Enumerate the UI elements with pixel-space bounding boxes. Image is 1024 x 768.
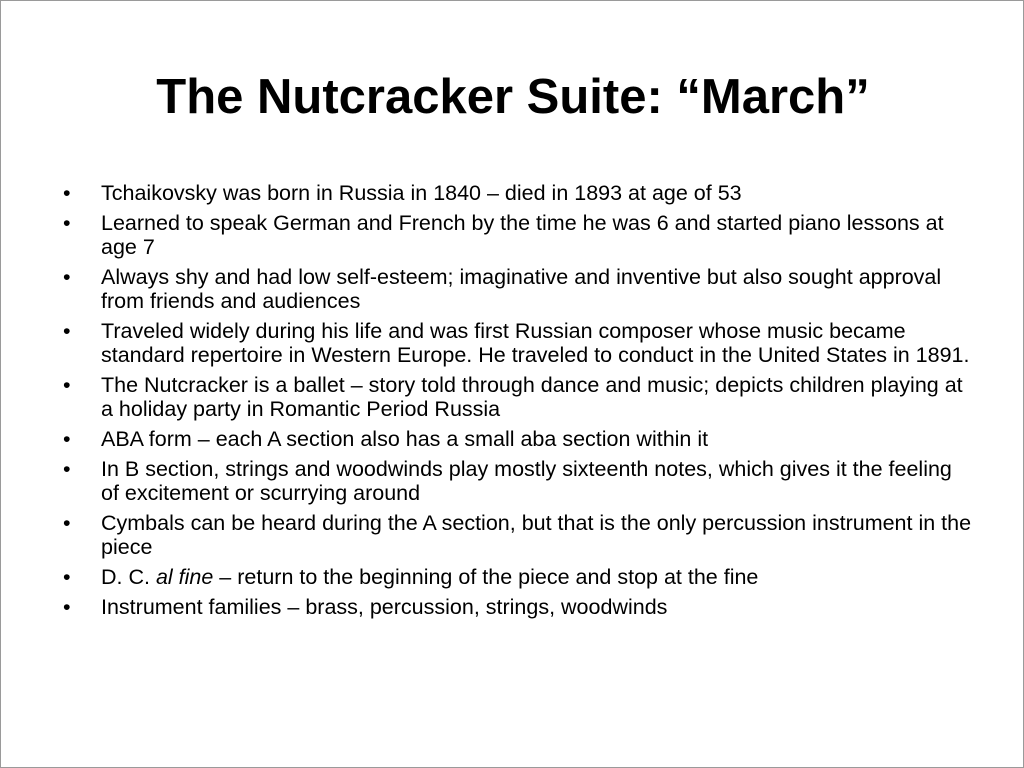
- bullet-marker: •: [63, 319, 71, 343]
- bullet-text: Cymbals can be heard during the A section, but that is the only percussion instrument in the piece: [101, 511, 972, 559]
- bullet-item-languages: [63, 211, 973, 259]
- bullet-text: Traveled widely during his life and was first Russian composer whose music became standard repertoire in Western Europe. He traveled to conduct in the United States in 1891.: [101, 319, 970, 367]
- bullet-text: Tchaikovsky was born in Russia in 1840 – died in 1893 at age of 53: [101, 181, 742, 205]
- bullet-text: Learned to speak German and French by the time he was 6 and started piano lessons at age 7: [101, 211, 944, 259]
- bullet-marker: •: [63, 427, 71, 451]
- slide-title: The Nutcracker Suite: “March”: [156, 70, 870, 124]
- bullet-text: Always shy and had low self-esteem; imaginative and inventive but also sought approval from friends and audiences: [101, 265, 942, 313]
- bullet-item-personality: [63, 265, 973, 313]
- bullet-text: ABA form – each A section also has a small aba section within it: [101, 427, 709, 451]
- bullet-item-form: [63, 427, 973, 451]
- bullet-marker: •: [63, 265, 71, 289]
- dc-italic-term: al fine: [155, 565, 214, 589]
- bullet-item-born: [63, 181, 973, 205]
- bullet-marker: •: [63, 211, 71, 235]
- bullet-marker: •: [63, 511, 71, 535]
- bullet-text: [101, 565, 758, 589]
- bullet-text: In B section, strings and woodwinds play mostly sixteenth notes, which gives it the feeling of excitement or scurrying around: [101, 457, 952, 505]
- bullet-item-b-section: [63, 457, 973, 505]
- bullet-item-dc-al-fine: [63, 565, 973, 589]
- bullet-text: The Nutcracker is a ballet – story told through dance and music; depicts children playing at a holiday party in Romantic Period Russia: [101, 373, 963, 421]
- bullet-marker: •: [63, 457, 71, 481]
- bullet-item-instruments: [63, 595, 973, 619]
- bullet-marker: •: [63, 373, 71, 397]
- dc-suffix: – return to the beginning of the piece and stop at the fine: [213, 565, 759, 589]
- bullet-item-travel: [63, 319, 973, 367]
- bullet-marker: •: [63, 595, 71, 619]
- dc-prefix: D. C.: [101, 565, 156, 589]
- bullet-item-cymbals: [63, 511, 973, 559]
- bullet-text: Instrument families – brass, percussion, strings, woodwinds: [101, 595, 668, 619]
- bullet-marker: •: [63, 181, 71, 205]
- bullet-marker: •: [63, 565, 71, 589]
- bullet-item-ballet: [63, 373, 973, 421]
- bullet-list: [63, 181, 973, 625]
